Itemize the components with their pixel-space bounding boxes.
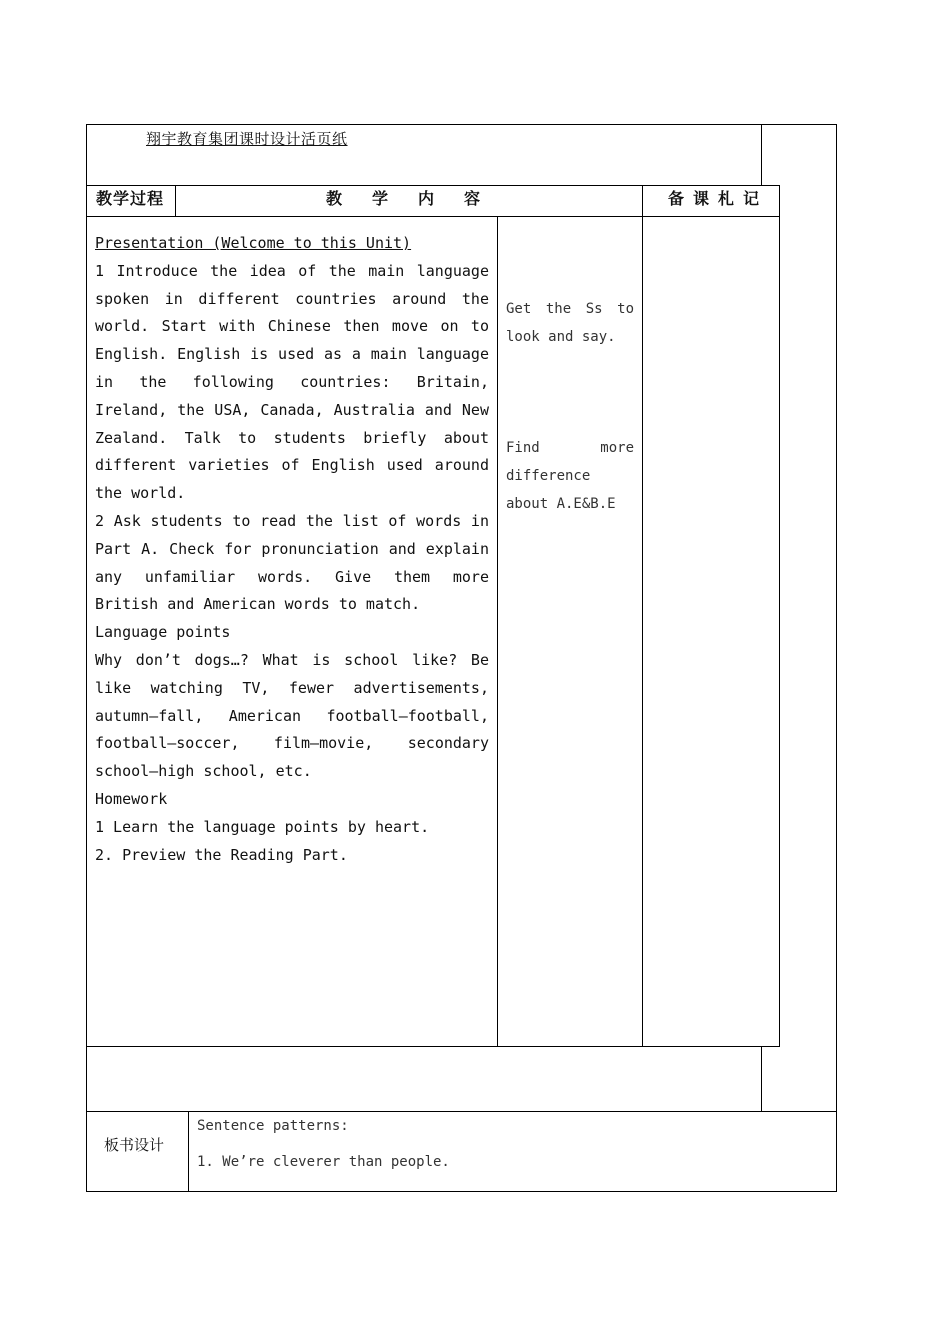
presentation-heading: Presentation (Welcome to this Unit): [95, 234, 412, 252]
step-2: 2 Ask students to read the list of words in Part A. Check for pronunciation and explain any unfamiliar words. Give them more British and American words to match.: [95, 511, 489, 614]
content-divider: [497, 216, 498, 1047]
inner-right: [779, 185, 780, 1047]
frame-top: [86, 124, 837, 125]
note-1: [506, 296, 634, 352]
homework-heading: Homework: [95, 789, 168, 808]
homework-item-1: 1 Learn the language points by heart.: [95, 817, 430, 836]
language-points: Why don’t dogs…? What is school like? Be like watching TV, fewer advertisements, autumn—fall, American football—football, football—soccer, film—movie, secondary school—high school, etc.: [95, 650, 489, 781]
board-row-top: [86, 1111, 837, 1112]
frame-bottom: [86, 1191, 837, 1192]
header-notes: 备课札记: [668, 189, 769, 208]
board-line-1: Sentence patterns:: [197, 1118, 349, 1134]
footer-divider: [761, 1046, 762, 1112]
notes-divider: [642, 185, 643, 1047]
frame-right: [836, 124, 837, 1192]
step-1: 1 Introduce the idea of the main language spoken in different countries around the world. Start with Chinese then move on to English. English is used as a main language in the following countries: Britain, Ireland, the USA, Canada, Australia and New Zealand. Talk to students briefly about different varieties of English used around the world.: [95, 261, 489, 503]
page-title: 翔宇教育集团课时设计活页纸: [146, 130, 348, 148]
header-process-divider: [175, 185, 176, 217]
language-points-heading: Language points: [95, 623, 231, 642]
body-row-bottom: [86, 1046, 780, 1047]
board-design-label: 板书设计: [104, 1136, 165, 1154]
note-2-text: Find more difference about A.E&B.E: [506, 440, 634, 512]
header-row-bottom: [86, 216, 780, 217]
lesson-content: [95, 230, 489, 869]
header-process: 教学过程: [96, 189, 165, 208]
homework-item-2: 2. Preview the Reading Part.: [95, 845, 348, 864]
board-label-divider: [188, 1111, 189, 1192]
note-2: [506, 435, 634, 518]
frame-left: [86, 124, 87, 1192]
header-content: 教学内容: [326, 189, 511, 208]
title-row-divider: [761, 124, 762, 186]
board-line-2: 1. We’re cleverer than people.: [197, 1154, 450, 1170]
note-1-text: Get the Ss to look and say.: [506, 301, 634, 345]
